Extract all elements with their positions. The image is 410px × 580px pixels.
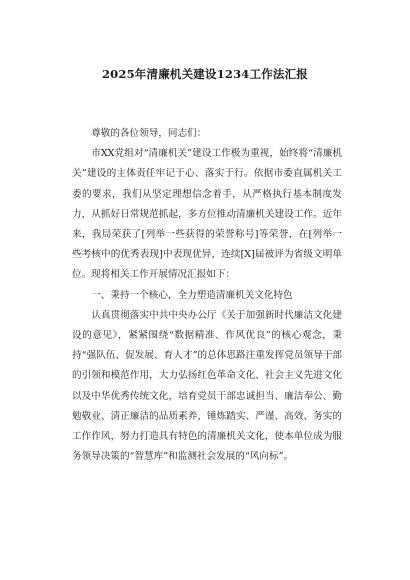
- section-heading: 一、秉持一个核心，全力塑造清廉机关文化特色: [91, 289, 293, 301]
- document-body: [72, 124, 342, 467]
- salutation-paragraph: 尊敬的各位领导，同志们：: [91, 128, 207, 139]
- section-paragraph: 认真贯彻落实中共中央办公厅《关于加强新时代廉洁文化建设的意见》，紧紧围绕“数据精准、作风优良”的核心观念，秉持“强队伍、促发展、育人才”的总体思路注重发挥党员领导干部的引领和模范作用，大力弘扬红色革命文化、社会主义先进文化以及中华优秀传统文化，培育党员干部忠诚担当、廉洁奉公、勤勉敬业、清正廉洁的品质素养，锤炼踏实、严谨、高效、务实的工作作风，努力打造具有特色的清廉机关文化，使本单位成为服务领导决策的“智慧库”和监测社会发展的“风向标”。: [72, 309, 342, 463]
- intro-paragraph: 市XX党组对“清廉机关”建设工作极为重视，始终将“清廉机关”建设的主体责任牢记于心、落实于行。依据市委直属机关工委的要求，我们从坚定理想信念着手，从严格执行基本制度发力，从抓好日常规范抓起，多方位推动清廉机关建设工作。近年来，我局荣获了[列举一些获得的荣誉称号]等荣誉，在[列举一些考核中的优秀表现]中表现优异，连续[X]届被评为省级文明单位。现将相关工作开展情况汇报如下：: [72, 148, 342, 281]
- document-title: 2025年清廉机关建设1234工作法汇报: [101, 67, 308, 81]
